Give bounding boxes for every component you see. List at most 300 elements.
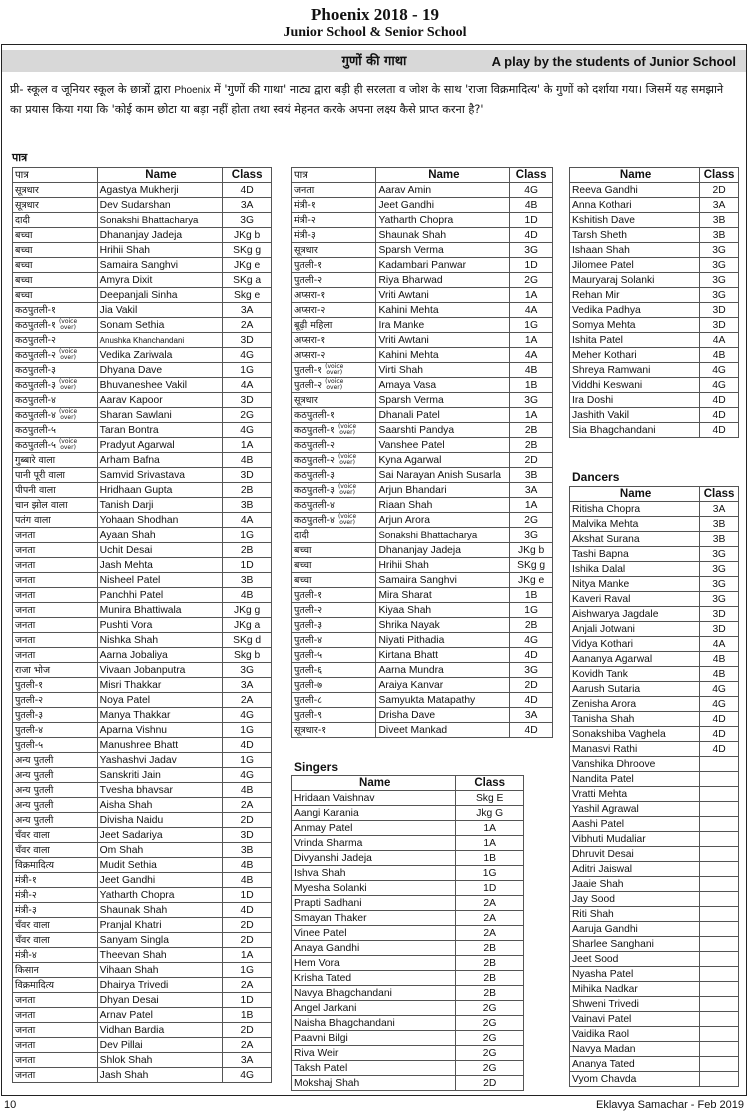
intro-text-2: में 'गुणों की गाथा' नाट्य द्वारा बड़ी ही सरलता व जोश के साथ 'राजा विक्रमादित्य' के गुणों को दर्शाया गया। जिसमें यह समझाने का प्रयास किया गया कि 'कोई काम छोटा या बड़ा नहीं होता तथा स्वयं मेहनत करके अपना लक्ष्य कैसे प्राप्त करना है?'	[10, 83, 724, 116]
name-cell: Sparsh Verma	[376, 393, 510, 408]
table-row	[13, 648, 272, 663]
name-cell: Vedika Zariwala	[97, 348, 223, 363]
name-cell: Naisha Bhagchandani	[292, 1016, 456, 1031]
table-row	[570, 517, 739, 532]
role-cell: कठपुतली-३ (voice over)	[13, 378, 98, 393]
table-row	[13, 1053, 272, 1068]
name-cell: Manushree Bhatt	[97, 738, 223, 753]
role-cell: बच्चा	[13, 288, 98, 303]
class-cell: 1D	[223, 888, 272, 903]
class-cell	[700, 1042, 739, 1057]
table-row	[570, 892, 739, 907]
table-row	[13, 708, 272, 723]
table-header-row	[13, 168, 272, 183]
table-row	[13, 828, 272, 843]
name-cell: Dhairya Trivedi	[97, 978, 223, 993]
class-cell: 4B	[700, 667, 739, 682]
role-cell: मंत्री-२	[13, 888, 98, 903]
table-row	[13, 948, 272, 963]
role-cell: पुतली-२	[13, 693, 98, 708]
name-cell: Shaunak Shah	[97, 903, 223, 918]
table-row	[292, 866, 524, 881]
role-cell: जनता	[13, 633, 98, 648]
class-cell: 3B	[700, 213, 739, 228]
table-row	[292, 363, 553, 378]
name-cell: Divisha Naidu	[97, 813, 223, 828]
intro-text-1: प्री- स्कूल व जूनियर स्कूल के छात्रों द्वारा	[10, 83, 175, 96]
table-row	[13, 228, 272, 243]
name-cell: Araiya Kanvar	[376, 678, 510, 693]
role-cell: पीपनी वाला	[13, 483, 98, 498]
class-cell: JKg e	[510, 573, 553, 588]
role-cell: पतंग वाला	[13, 513, 98, 528]
name-cell: Yatharth Chopra	[376, 213, 510, 228]
name-cell: Shaunak Shah	[376, 228, 510, 243]
table-row	[292, 1046, 524, 1061]
name-cell: Ishita Patel	[570, 333, 700, 348]
name-cell: Kadambari Panwar	[376, 258, 510, 273]
class-cell: 2A	[456, 911, 524, 926]
name-cell: Anna Kothari	[570, 198, 700, 213]
role-cell: दादी	[13, 213, 98, 228]
class-cell: 3G	[700, 547, 739, 562]
class-cell: 1A	[223, 948, 272, 963]
table-row	[570, 333, 739, 348]
role-cell: अन्य पुतली	[13, 798, 98, 813]
role-cell: कठपुतली-३	[292, 468, 376, 483]
role-cell: अन्य पुतली	[13, 813, 98, 828]
table-row	[292, 926, 524, 941]
class-cell: 4B	[510, 198, 553, 213]
table-row	[570, 952, 739, 967]
class-cell	[700, 847, 739, 862]
table-row	[13, 993, 272, 1008]
class-cell: 4D	[510, 648, 553, 663]
role-cell: मंत्री-३	[292, 228, 376, 243]
column-header: Class	[510, 168, 553, 183]
name-cell: Ishaan Shah	[570, 243, 700, 258]
table-row	[570, 363, 739, 378]
class-cell: 4B	[700, 348, 739, 363]
class-cell: 3G	[700, 562, 739, 577]
class-cell	[700, 952, 739, 967]
name-cell: Dev Sudarshan	[97, 198, 223, 213]
table-row	[13, 348, 272, 363]
table-row	[292, 896, 524, 911]
name-cell: Vrinda Sharma	[292, 836, 456, 851]
class-cell: 4G	[223, 348, 272, 363]
table-row	[13, 933, 272, 948]
class-cell: SKg a	[223, 273, 272, 288]
name-cell: Somya Mehta	[570, 318, 700, 333]
table-row	[292, 603, 553, 618]
class-cell	[700, 922, 739, 937]
class-cell: 1B	[510, 588, 553, 603]
table-row	[13, 963, 272, 978]
name-cell: Deepanjali Sinha	[97, 288, 223, 303]
role-cell: बूढ़ी महिला	[292, 318, 376, 333]
name-cell: Yohaan Shodhan	[97, 513, 223, 528]
role-cell: पुतली-१ (voice over)	[292, 363, 376, 378]
class-cell: 2B	[223, 483, 272, 498]
table-row	[570, 393, 739, 408]
name-cell: Shrika Nayak	[376, 618, 510, 633]
table-row	[570, 258, 739, 273]
class-cell: 3D	[700, 303, 739, 318]
class-cell: 4D	[700, 423, 739, 438]
name-cell: Pushti Vora	[97, 618, 223, 633]
column-header: Class	[456, 776, 524, 791]
class-cell: 4A	[510, 348, 553, 363]
class-cell: 4B	[223, 588, 272, 603]
table-row	[13, 318, 272, 333]
role-cell: जनता	[13, 993, 98, 1008]
role-cell: अन्य पुतली	[13, 753, 98, 768]
column-header: Name	[376, 168, 510, 183]
table-row	[570, 772, 739, 787]
name-cell: Nyasha Patel	[570, 967, 700, 982]
table-row	[13, 498, 272, 513]
name-cell: Vihaan Shah	[97, 963, 223, 978]
name-cell: Jash Shah	[97, 1068, 223, 1083]
table-row	[13, 918, 272, 933]
class-cell: 2D	[223, 918, 272, 933]
name-cell: Yashil Agrawal	[570, 802, 700, 817]
name-cell: Mira Sharat	[376, 588, 510, 603]
class-cell: 3A	[223, 198, 272, 213]
class-cell: 2A	[456, 926, 524, 941]
class-cell: 3A	[223, 678, 272, 693]
name-cell: Virti Shah	[376, 363, 510, 378]
class-cell: 3G	[700, 243, 739, 258]
table-row	[570, 847, 739, 862]
name-cell: Smayan Thaker	[292, 911, 456, 926]
class-cell: JKg g	[223, 603, 272, 618]
class-cell: 4B	[223, 783, 272, 798]
name-cell: Vriti Awtani	[376, 333, 510, 348]
intro-paragraph	[10, 80, 738, 119]
table-row	[292, 836, 524, 851]
name-cell: Aarush Sutaria	[570, 682, 700, 697]
class-cell: 4D	[510, 228, 553, 243]
name-cell: Hridhaan Gupta	[97, 483, 223, 498]
class-cell: 2D	[223, 813, 272, 828]
class-cell: SKg g	[510, 558, 553, 573]
table-row	[570, 712, 739, 727]
name-cell: Taran Bontra	[97, 423, 223, 438]
name-cell: Sai Narayan Anish Susarla	[376, 468, 510, 483]
table-row	[292, 806, 524, 821]
name-cell: Tanisha Shah	[570, 712, 700, 727]
class-cell: 3G	[700, 577, 739, 592]
table-row	[13, 363, 272, 378]
name-cell: Anmay Patel	[292, 821, 456, 836]
role-cell: पुतली-२ (voice over)	[292, 378, 376, 393]
name-cell: Hridaan Vaishnav	[292, 791, 456, 806]
name-cell: Yashashvi Jadav	[97, 753, 223, 768]
class-cell	[700, 862, 739, 877]
table-row	[13, 843, 272, 858]
table-row	[570, 967, 739, 982]
class-cell: 3D	[223, 393, 272, 408]
table-header-row	[292, 776, 524, 791]
table-row	[13, 603, 272, 618]
name-cell: Reeva Gandhi	[570, 183, 700, 198]
table-row	[13, 738, 272, 753]
table-row	[292, 723, 553, 738]
name-cell: Vaidika Raol	[570, 1027, 700, 1042]
name-cell: Vriti Awtani	[376, 288, 510, 303]
class-cell: 2A	[456, 896, 524, 911]
name-cell: Shweni Trivedi	[570, 997, 700, 1012]
table-row	[292, 1016, 524, 1031]
class-cell: 1G	[223, 528, 272, 543]
role-cell: पुतली-५	[13, 738, 98, 753]
role-cell: अप्सरा-२	[292, 348, 376, 363]
class-cell: 4G	[223, 708, 272, 723]
role-cell: चान झोल वाला	[13, 498, 98, 513]
class-cell	[700, 1072, 739, 1087]
table-row	[292, 543, 553, 558]
role-cell: कठपुतली-१ (voice over)	[13, 318, 98, 333]
table-row	[292, 528, 553, 543]
role-cell: जनता	[13, 1068, 98, 1083]
name-cell: Misri Thakkar	[97, 678, 223, 693]
role-cell: जनता	[13, 558, 98, 573]
table-row	[570, 1042, 739, 1057]
class-cell: 3B	[223, 498, 272, 513]
role-cell: राजा भोज	[13, 663, 98, 678]
name-cell: Jeet Sood	[570, 952, 700, 967]
role-cell: जनता	[13, 588, 98, 603]
class-cell: 4A	[700, 637, 739, 652]
name-cell: Nandita Patel	[570, 772, 700, 787]
role-cell: पुतली-१	[292, 258, 376, 273]
table-row	[570, 607, 739, 622]
class-cell: JKg e	[223, 258, 272, 273]
class-cell: 2B	[456, 941, 524, 956]
class-cell: 3B	[700, 532, 739, 547]
name-cell: Sanskriti Jain	[97, 768, 223, 783]
table-row	[13, 273, 272, 288]
class-cell: 4D	[700, 712, 739, 727]
class-cell: 2A	[223, 1038, 272, 1053]
header-subtitle: Junior School & Senior School	[283, 25, 467, 40]
class-cell: 2G	[223, 408, 272, 423]
cast-table-1	[12, 167, 272, 1083]
column-header: Class	[700, 168, 739, 183]
class-cell: 1G	[223, 723, 272, 738]
name-cell: Jeet Gandhi	[376, 198, 510, 213]
class-cell: 3G	[223, 213, 272, 228]
class-cell: 4D	[510, 693, 553, 708]
table-row	[292, 588, 553, 603]
table-row	[570, 243, 739, 258]
name-cell: Niyati Pithadia	[376, 633, 510, 648]
class-cell: 2B	[456, 986, 524, 1001]
class-cell: 1G	[510, 603, 553, 618]
article-subtitle: A play by the students of Junior School	[491, 54, 736, 69]
table-row	[13, 1008, 272, 1023]
table-row	[570, 502, 739, 517]
table-row	[292, 986, 524, 1001]
class-cell: 4G	[510, 183, 553, 198]
column-header: पात्र	[292, 168, 376, 183]
class-cell	[700, 832, 739, 847]
name-cell: Panchhi Patel	[97, 588, 223, 603]
name-cell: Jay Sood	[570, 892, 700, 907]
name-cell: Arham Bafna	[97, 453, 223, 468]
name-cell: Riva Weir	[292, 1046, 456, 1061]
table-row	[292, 183, 553, 198]
class-cell: 3D	[700, 318, 739, 333]
table-row	[570, 817, 739, 832]
role-cell: कठपुतली-४	[292, 498, 376, 513]
class-cell: 2D	[456, 1076, 524, 1091]
name-cell: Anjali Jotwani	[570, 622, 700, 637]
role-cell: कठपुतली-४ (voice over)	[13, 408, 98, 423]
table-row	[292, 258, 553, 273]
name-cell: Vratti Mehta	[570, 787, 700, 802]
table-row	[13, 903, 272, 918]
name-cell: Nitya Manke	[570, 577, 700, 592]
table-row	[570, 318, 739, 333]
class-cell: 4G	[700, 363, 739, 378]
table-row	[570, 213, 739, 228]
table-row	[570, 802, 739, 817]
class-cell: 2D	[510, 453, 553, 468]
table-row	[13, 258, 272, 273]
class-cell: 2A	[223, 318, 272, 333]
table-row	[292, 303, 553, 318]
table-row	[570, 937, 739, 952]
table-row	[292, 821, 524, 836]
table-row	[570, 997, 739, 1012]
class-cell: 1G	[223, 753, 272, 768]
role-cell: बच्चा	[13, 243, 98, 258]
name-cell: Tvesha bhavsar	[97, 783, 223, 798]
class-cell: 4D	[223, 903, 272, 918]
class-cell: 3D	[700, 622, 739, 637]
voice-over-note: (voice over)	[325, 363, 344, 376]
name-cell: Ritisha Chopra	[570, 502, 700, 517]
role-cell: मंत्री-१	[13, 873, 98, 888]
name-cell: Mauryaraj Solanki	[570, 273, 700, 288]
role-cell: जनता	[13, 1008, 98, 1023]
table-row	[13, 198, 272, 213]
table-row	[292, 1076, 524, 1091]
class-cell: 2G	[456, 1016, 524, 1031]
table-row	[13, 588, 272, 603]
name-cell: Kyna Agarwal	[376, 453, 510, 468]
class-cell: JKg b	[223, 228, 272, 243]
table-row	[570, 727, 739, 742]
header-title: Phoenix 2018 - 19	[311, 5, 439, 24]
table-row	[570, 982, 739, 997]
name-cell: Dhruvit Desai	[570, 847, 700, 862]
class-cell: JKg b	[510, 543, 553, 558]
class-cell: 1A	[510, 333, 553, 348]
class-cell: Skg e	[223, 288, 272, 303]
role-cell: पुतली-७	[292, 678, 376, 693]
role-cell: बच्चा	[292, 543, 376, 558]
class-cell	[700, 1012, 739, 1027]
class-cell: 4B	[510, 363, 553, 378]
role-cell: जनता	[13, 1053, 98, 1068]
table-row	[570, 652, 739, 667]
class-cell: 2G	[456, 1031, 524, 1046]
class-cell: 4D	[700, 727, 739, 742]
class-cell: 1A	[510, 288, 553, 303]
role-cell: कठपुतली-१ (voice over)	[292, 423, 376, 438]
name-cell: Kahini Mehta	[376, 303, 510, 318]
name-cell: Drisha Dave	[376, 708, 510, 723]
table-row	[13, 438, 272, 453]
table-header-row	[292, 168, 553, 183]
role-cell: सूत्रधार	[13, 183, 98, 198]
table-row	[570, 637, 739, 652]
table-row	[292, 438, 553, 453]
name-cell: Kiyaa Shah	[376, 603, 510, 618]
name-cell: Samvid Srivastava	[97, 468, 223, 483]
name-cell: Anushka Khanchandani	[97, 333, 223, 348]
role-cell: कठपुतली-५ (voice over)	[13, 438, 98, 453]
class-cell: 3B	[700, 517, 739, 532]
role-cell: जनता	[13, 528, 98, 543]
table-row	[570, 787, 739, 802]
class-cell: 3A	[510, 708, 553, 723]
name-cell: Dhanali Patel	[376, 408, 510, 423]
class-cell: 1B	[223, 1008, 272, 1023]
role-cell: मंत्री-२	[292, 213, 376, 228]
role-cell: कठपुतली-२	[13, 333, 98, 348]
role-cell: कठपुतली-१	[13, 303, 98, 318]
role-cell: कठपुतली-५	[13, 423, 98, 438]
table-row	[13, 798, 272, 813]
table-row	[292, 408, 553, 423]
role-cell: सूत्रधार	[292, 243, 376, 258]
column-header: Name	[292, 776, 456, 791]
table-row	[292, 468, 553, 483]
name-cell: Manya Thakkar	[97, 708, 223, 723]
table-row	[292, 678, 553, 693]
class-cell: 2D	[223, 1023, 272, 1038]
name-cell: Noya Patel	[97, 693, 223, 708]
table-row	[292, 881, 524, 896]
table-row	[13, 693, 272, 708]
role-cell: पुतली-४	[292, 633, 376, 648]
class-cell: 4D	[700, 393, 739, 408]
cast-heading: पात्र	[12, 151, 28, 164]
table-row	[292, 708, 553, 723]
name-cell: Shlok Shah	[97, 1053, 223, 1068]
name-cell: Dhananjay Jadeja	[97, 228, 223, 243]
table-row	[292, 333, 553, 348]
class-cell: 3B	[223, 843, 272, 858]
class-cell: 2G	[456, 1046, 524, 1061]
table-row	[292, 348, 553, 363]
table-row	[13, 468, 272, 483]
name-cell: Myesha Solanki	[292, 881, 456, 896]
role-cell: जनता	[13, 648, 98, 663]
name-cell: Pranjal Khatri	[97, 918, 223, 933]
class-cell	[700, 877, 739, 892]
table-header-row	[570, 487, 739, 502]
name-cell: Aarav Amin	[376, 183, 510, 198]
class-cell: 2B	[456, 971, 524, 986]
name-cell: Ayaan Shah	[97, 528, 223, 543]
role-cell: पानी पूरी वाला	[13, 468, 98, 483]
